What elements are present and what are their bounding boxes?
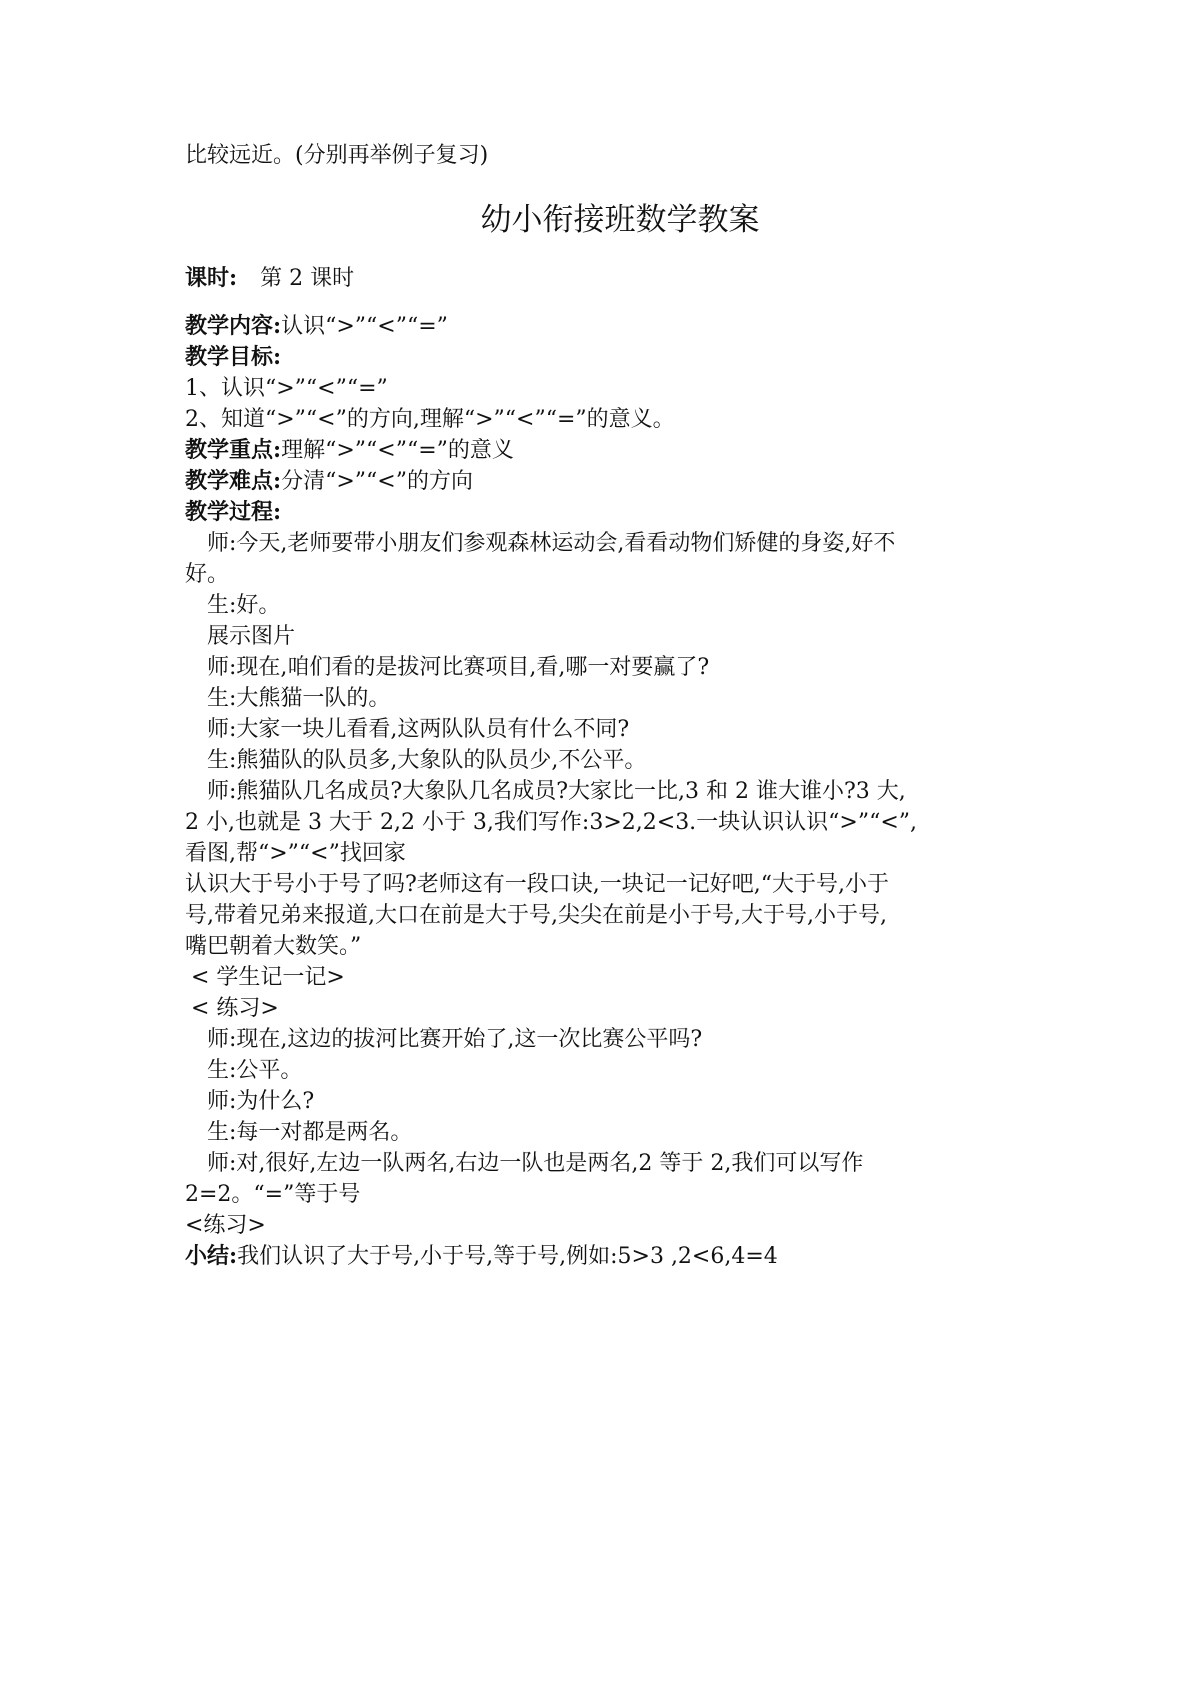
- process-line-19: 师:为什么?: [207, 1089, 315, 1114]
- lesson-row: [185, 263, 1035, 294]
- difficulty-label: 教学难点:: [185, 468, 282, 494]
- objectives-label: 教学目标:: [185, 344, 282, 370]
- process-line-14: 嘴巴朝着大数笑。”: [185, 934, 362, 959]
- summary-value: 我们认识了大于号,小于号,等于号,例如:5>3 ,2<6,4=4: [237, 1244, 778, 1269]
- content-value: 认识“>”“<”“=”: [281, 314, 448, 339]
- lesson-plan-page: [185, 140, 1035, 1272]
- process-line-9: 师:熊猫队几名成员?大象队几名成员?大家比一比,3 和 2 谁大谁小?3 大,: [207, 779, 906, 804]
- content-row: [185, 311, 1035, 342]
- process-line-6: 生:大熊猫一队的。: [207, 686, 391, 711]
- summary-row: [185, 1241, 1035, 1272]
- process-line-4: 展示图片: [207, 624, 296, 649]
- process-line-18: 生:公平。: [207, 1058, 303, 1083]
- key-point-row: [185, 435, 1035, 466]
- process-line-8: 生:熊猫队的队员多,大象队的队员少,不公平。: [207, 748, 647, 773]
- process-line-16: < 练习>: [191, 996, 279, 1021]
- process-line-23: <练习>: [185, 1213, 266, 1238]
- intro-line: 比较远近。(分别再举例子复习): [185, 143, 489, 168]
- process-line-10: 2 小,也就是 3 大于 2,2 小于 3,我们写作:3>2,2<3.一块认识认识“>”“<”,: [185, 810, 918, 835]
- process-line-20: 生:每一对都是两名。: [207, 1120, 413, 1145]
- process-line-2: 好。: [185, 562, 230, 587]
- summary-label: 小结:: [185, 1243, 238, 1269]
- process-line-5: 师:现在,咱们看的是拔河比赛项目,看,哪一对要赢了?: [207, 655, 710, 680]
- process-line-22: 2=2。“=”等于号: [185, 1182, 361, 1207]
- page-title: 幼小衔接班数学教案: [480, 202, 760, 238]
- process-line-3: 生:好。: [207, 593, 281, 618]
- process-line-7: 师:大家一块儿看看,这两队队员有什么不同?: [207, 717, 630, 742]
- difficulty-value: 分清“>”“<”的方向: [281, 469, 473, 494]
- process-line-15: < 学生记一记>: [191, 965, 345, 990]
- process-line-17: 师:现在,这边的拔河比赛开始了,这一次比赛公平吗?: [207, 1027, 703, 1052]
- process-line-1: 师:今天,老师要带小朋友们参观森林运动会,看看动物们矫健的身姿,好不: [207, 531, 896, 556]
- key-point-label: 教学重点:: [185, 437, 282, 463]
- content-label: 教学内容:: [185, 313, 282, 339]
- process-line-12: 认识大于号小于号了吗?老师这有一段口诀,一块记一记好吧,“大于号,小于: [185, 872, 890, 897]
- objective-item-2: 2、知道“>”“<”的方向,理解“>”“<”“=”的意义。: [185, 407, 675, 432]
- process-line-13: 号,带着兄弟来报道,大口在前是大于号,尖尖在前是小于号,大于号,小于号,: [185, 903, 887, 928]
- objective-item-1: 1、认识“>”“<”“=”: [185, 376, 388, 401]
- lesson-label: 课时:: [185, 265, 238, 291]
- difficulty-row: [185, 466, 1035, 497]
- process-line-11: 看图,帮“>”“<”找回家: [185, 841, 406, 866]
- key-point-value: 理解“>”“<”“=”的意义: [281, 438, 514, 463]
- process-line-21: 师:对,很好,左边一队两名,右边一队也是两名,2 等于 2,我们可以写作: [207, 1151, 864, 1176]
- process-label: 教学过程:: [185, 499, 282, 525]
- lesson-value: 第 2 课时: [260, 266, 355, 291]
